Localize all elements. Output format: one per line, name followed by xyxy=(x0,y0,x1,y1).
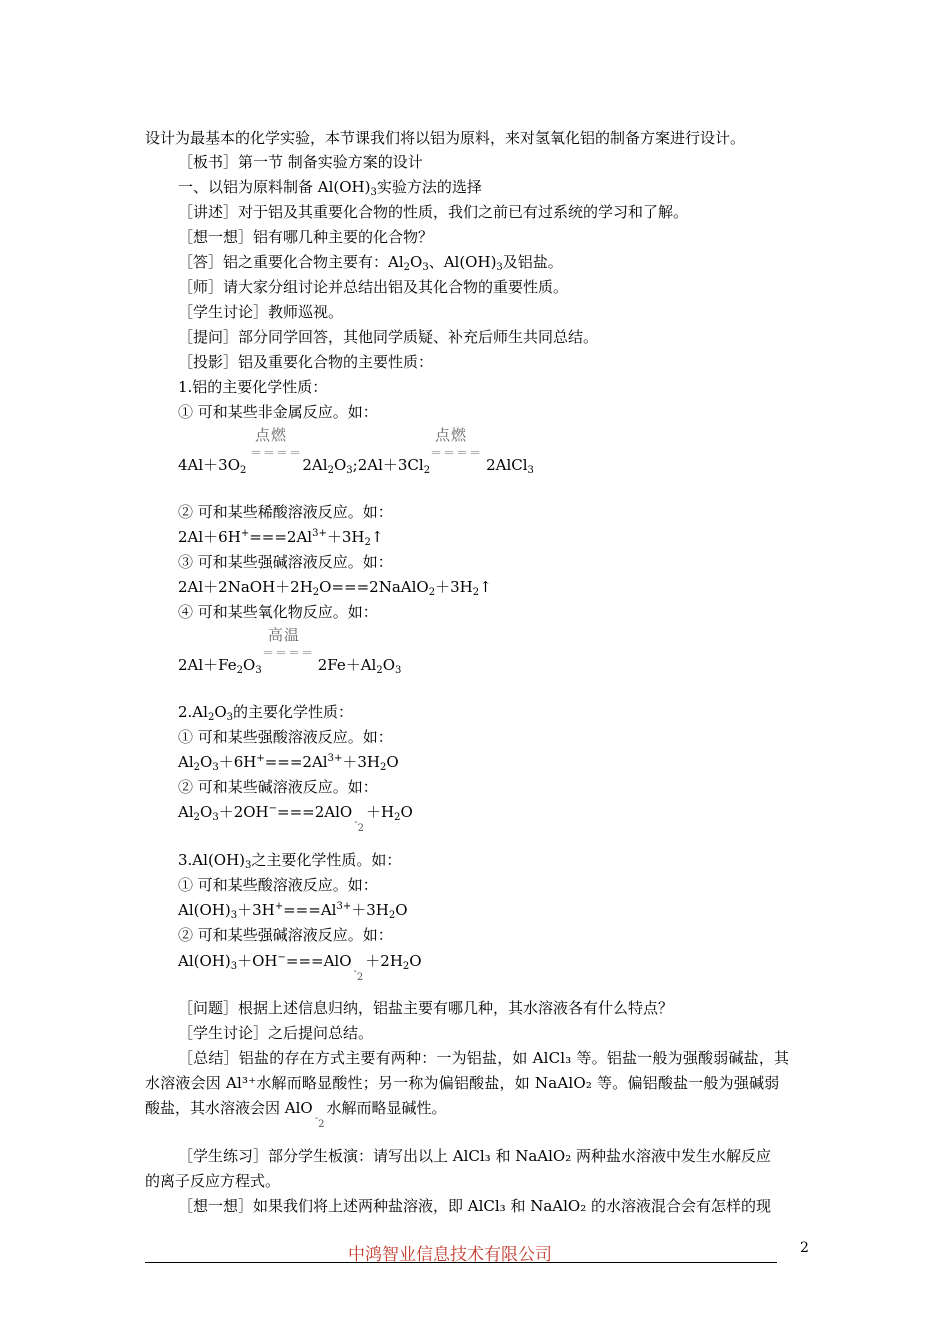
equals-sign: ＝＝＝＝ xyxy=(250,446,303,460)
text-span: 酸盐，其水溶液会因 AlO xyxy=(145,1099,313,1117)
paragraph-line: ① 可和某些酸溶液反应。如： xyxy=(178,876,378,894)
chemical-equation: $2Al+2NaOH+2H_2O===2NaAlO_2+3H_2↑$ xyxy=(178,578,492,598)
section-heading: 一、以铝为原料制备 $Al(OH)_3$实验方法的选择 xyxy=(178,178,482,198)
paragraph-line: ② 可和某些强碱溶液反应。如： xyxy=(178,926,393,944)
paragraph-line: ② 可和某些碱溶液反应。如： xyxy=(178,778,378,796)
text-span: 实验方法的选择 xyxy=(376,178,482,196)
board-heading: ［板书］第一节 制备实验方案的设计 xyxy=(178,153,423,171)
chemical-equation: $2Al+6H^+===2Al^{3+}+3H_2↑$ xyxy=(178,528,384,548)
paragraph-line: 的离子反应方程式。 xyxy=(145,1172,281,1190)
reaction-condition: 高温 xyxy=(268,626,301,644)
paragraph-line: ［提问］部分同学回答，其他同学质疑、补充后师生共同总结。 xyxy=(178,328,599,346)
reaction-condition: 点燃 xyxy=(255,426,288,444)
chemical-equation: $Al(OH)_3+3H^+===Al^{3+}+3H_2O$ xyxy=(178,901,408,921)
chemical-equation: $Al(OH)_3+OH^-===AlO_{^-2}+2H_2O$ xyxy=(178,952,422,983)
paragraph-line: ② 可和某些稀酸溶液反应。如： xyxy=(178,503,393,521)
paragraph-line: ［师］请大家分组讨论并总结出铝及其化合物的重要性质。 xyxy=(178,278,569,296)
paragraph-line: ① 可和某些非金属反应。如： xyxy=(178,403,378,421)
paragraph-line: 水溶液会因 Al³⁺水解而略显酸性；另一称为偏铝酸盐，如 NaAlO₂ 等。偏铝酸盐一般为强碱弱 xyxy=(145,1074,780,1092)
paragraph-line: 设计为最基本的化学实验，本节课我们将以铝为原料，来对氢氧化铝的制备方案进行设计。 xyxy=(145,129,746,147)
text-span: 、Al(OH) xyxy=(428,253,497,271)
paragraph-line: ［答］铝之重要化合物主要有：$Al_2O_3$、$Al(OH)_3$及铝盐。 xyxy=(178,253,563,273)
footer-divider xyxy=(145,1262,777,1263)
text-span: 的主要化学性质： xyxy=(233,703,354,721)
paragraph-line: ［总结］铝盐的存在方式主要有两种：一为铝盐，如 AlCl₃ 等。铝盐一般为强酸弱碱盐，其 xyxy=(178,1049,790,1067)
subsection-heading: $2.Al_2O_3$的主要化学性质： xyxy=(178,703,354,723)
paragraph-line: ［学生讨论］教师巡视。 xyxy=(178,303,344,321)
subsection-heading: 1.铝的主要化学性质： xyxy=(178,378,328,396)
footer-company: 中鸿智业信息技术有限公司 xyxy=(348,1245,552,1265)
paragraph-line: ［讲述］对于铝及其重要化合物的性质，我们之前已有过系统的学习和了解。 xyxy=(178,203,689,221)
paragraph-line: ④ 可和某些氧化物反应。如： xyxy=(178,603,378,621)
equals-sign: ＝＝＝＝ xyxy=(430,446,483,460)
reaction-condition: 点燃 xyxy=(435,426,468,444)
chemical-equation: $Al_2O_3+2OH^-===2AlO_{^-2}+H_2O$ xyxy=(178,803,413,834)
paragraph-line: ① 可和某些强酸溶液反应。如： xyxy=(178,728,393,746)
paragraph-line: ［学生练习］部分学生板演：请写出以上 AlCl₃ 和 NaAlO₂ 两种盐水溶液中发生水解反应 xyxy=(178,1147,772,1165)
text-span: 之主要化学性质。如： xyxy=(251,851,402,869)
equals-sign: ＝＝＝＝ xyxy=(262,646,315,660)
text-span: ［答］铝之重要化合物主要有：Al xyxy=(178,253,404,271)
paragraph-line: ［想一想］如果我们将上述两种盐溶液，即 AlCl₃ 和 NaAlO₂ 的水溶液混合会有怎样的现 xyxy=(178,1197,772,1215)
chemical-equation: $Al_2O_3+6H^+===2Al^{3+}+3H_2O$ xyxy=(178,753,399,773)
text-span: 一、以铝为原料制备 Al(OH) xyxy=(178,178,371,196)
paragraph-line: ［学生讨论］之后提问总结。 xyxy=(178,1024,374,1042)
paragraph-line: ［问题］根据上述信息归纳，铝盐主要有哪几种，其水溶液各有什么特点？ xyxy=(178,999,674,1017)
paragraph-line: ［投影］铝及重要化合物的主要性质： xyxy=(178,353,434,371)
paragraph-line: ③ 可和某些强碱溶液反应。如： xyxy=(178,553,393,571)
paragraph-line: 酸盐，其水溶液会因 AlO$_{^-2}$水解而略显碱性。 xyxy=(145,1099,447,1130)
chemical-equation: $2Al+Fe_2O_3$ $2Fe+Al_2O_3$ xyxy=(178,656,402,676)
page-number: 2 xyxy=(800,1240,809,1256)
text-span: 水解而略显碱性。 xyxy=(326,1099,447,1117)
text-span: 及铝盐。 xyxy=(502,253,563,271)
paragraph-line: ［想一想］铝有哪几种主要的化合物？ xyxy=(178,228,434,246)
subsection-heading: $3.Al(OH)_3$之主要化学性质。如： xyxy=(178,851,402,871)
chemical-equation: $4Al+3O_2$ $2Al_2O_3;2Al+3Cl_2$ 2AlCl$_3$ xyxy=(178,456,534,476)
